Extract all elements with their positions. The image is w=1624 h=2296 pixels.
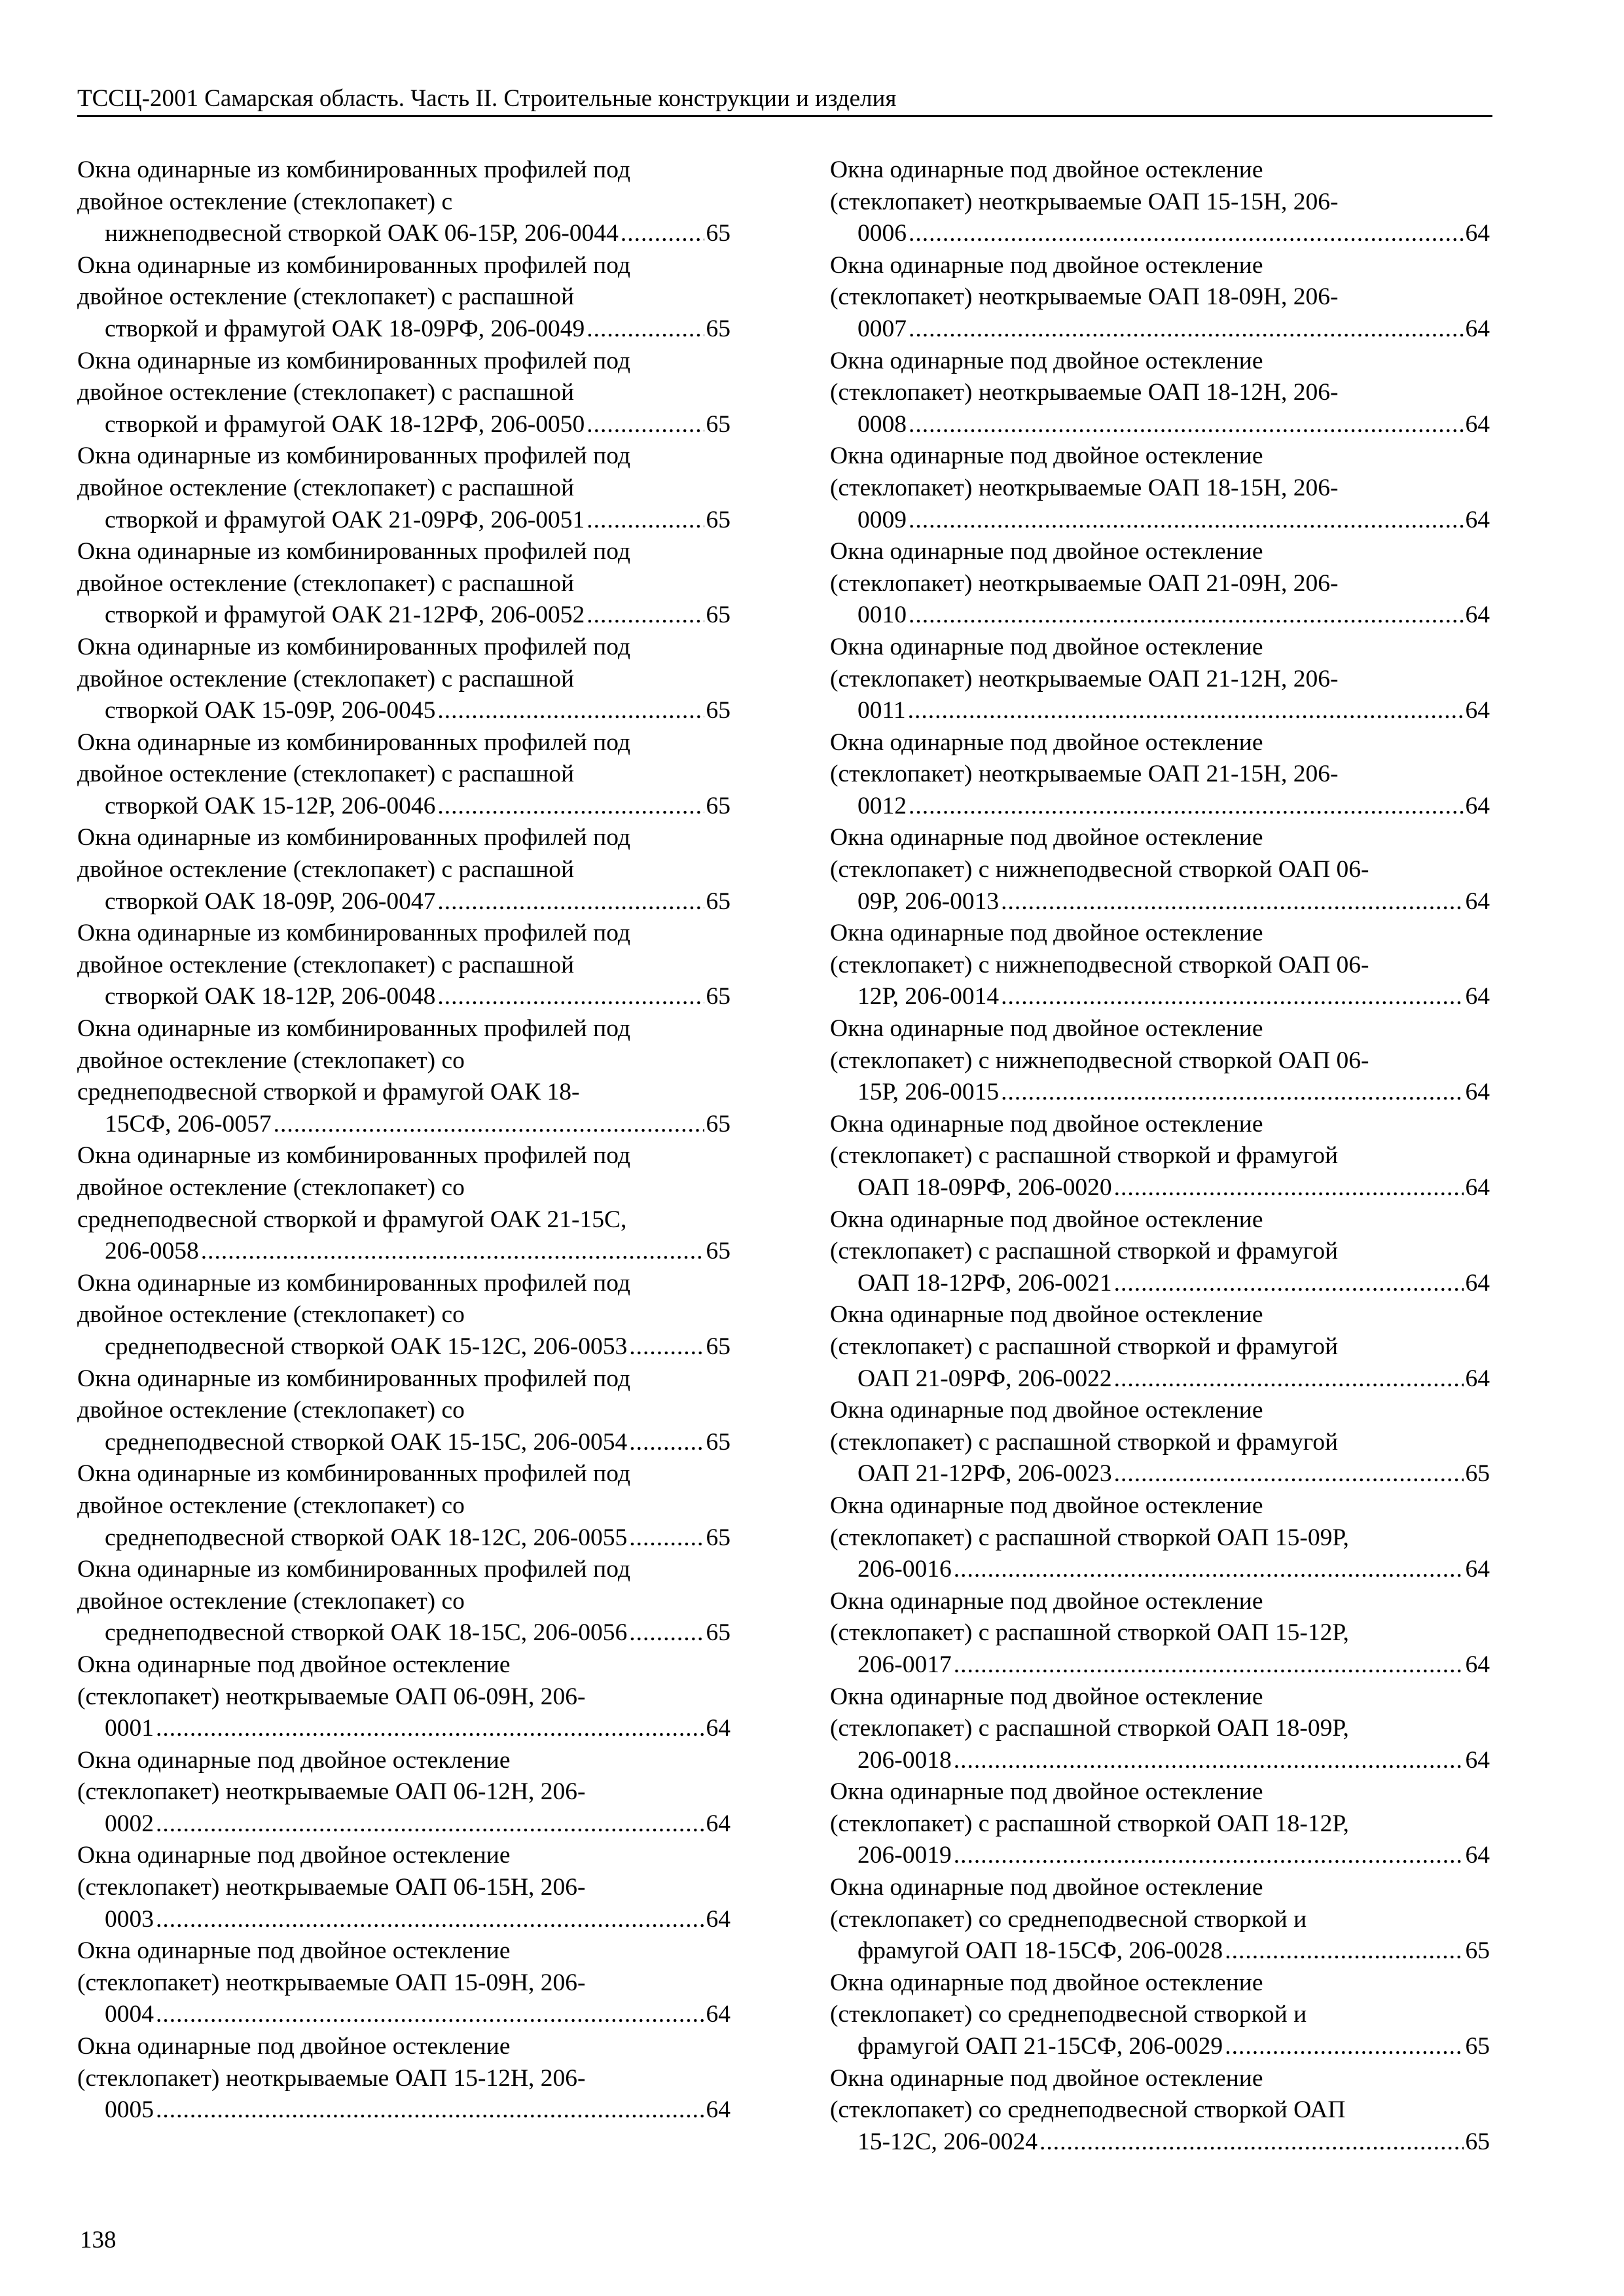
dot-leader bbox=[586, 600, 704, 632]
index-entry-line: Окна одинарные из комбинированных профилей под bbox=[77, 1269, 630, 1297]
index-entry-last-line bbox=[857, 1458, 1490, 1490]
index-entry-last-line bbox=[857, 2126, 1490, 2159]
index-entry-line: (стеклопакет) со среднеподвесной створкой и bbox=[830, 1905, 1307, 1933]
index-entry bbox=[830, 536, 1490, 632]
dot-leader bbox=[201, 1236, 704, 1268]
index-entry-last-line bbox=[857, 2031, 1490, 2063]
index-entry-last-line bbox=[857, 1649, 1490, 1681]
index-entry bbox=[830, 1490, 1490, 1586]
index-entry-line: Окна одинарные под двойное остекление bbox=[830, 1110, 1263, 1138]
index-entry-last-line bbox=[857, 1745, 1490, 1777]
index-entry-page: 64 bbox=[706, 1810, 731, 1837]
dot-leader bbox=[586, 314, 704, 346]
index-entry-line: Окна одинарные из комбинированных профилей под bbox=[77, 1142, 630, 1170]
dot-leader bbox=[954, 1649, 1464, 1681]
index-entry-page: 64 bbox=[706, 1905, 731, 1933]
index-entry-page: 65 bbox=[706, 1110, 731, 1138]
index-entry-text: 0007 bbox=[857, 315, 907, 342]
dot-leader bbox=[909, 218, 1464, 250]
index-entry-line: двойное остекление (стеклопакет) с распашной bbox=[77, 951, 575, 978]
index-entry-text: ОАП 18-12РФ, 206-0021 bbox=[857, 1269, 1112, 1297]
index-entry-last-line bbox=[105, 409, 731, 441]
dot-leader bbox=[586, 409, 704, 441]
index-entry-text: ОАП 18-09РФ, 206-0020 bbox=[857, 1174, 1112, 1201]
index-entry-text: 0003 bbox=[105, 1905, 154, 1933]
index-entry-text: среднеподвесной створкой ОАК 15-15С, 206-0054 bbox=[105, 1428, 628, 1456]
index-column-right bbox=[830, 154, 1490, 2158]
index-entry-last-line bbox=[857, 218, 1490, 250]
dot-leader bbox=[909, 314, 1464, 346]
index-entry-text: 206-0016 bbox=[857, 1556, 952, 1583]
index-entry-last-line bbox=[105, 981, 731, 1013]
index-entry-line: Окна одинарные под двойное остекление bbox=[77, 2033, 511, 2060]
index-column-left bbox=[77, 154, 731, 2126]
dot-leader bbox=[629, 1522, 704, 1554]
dot-leader bbox=[1114, 1268, 1464, 1300]
running-header bbox=[77, 84, 1492, 117]
index-entry-line: двойное остекление (стеклопакет) со bbox=[77, 1492, 465, 1519]
index-entry-last-line bbox=[105, 1617, 731, 1649]
index-entry-page: 64 bbox=[1465, 220, 1490, 247]
index-entry-page: 64 bbox=[706, 2001, 731, 2028]
index-entry-line: (стеклопакет) с распашной створкой ОАП 15-09Р, bbox=[830, 1524, 1349, 1551]
index-entry bbox=[77, 346, 731, 441]
index-entry-page: 64 bbox=[1465, 1269, 1490, 1297]
index-entry bbox=[830, 1299, 1490, 1395]
index-entry-line: Окна одинарные под двойное остекление bbox=[830, 1778, 1263, 1806]
index-entry-last-line bbox=[857, 1935, 1490, 1967]
index-entry-last-line bbox=[105, 314, 731, 346]
index-entry-text: створкой ОАК 15-12Р, 206-0046 bbox=[105, 792, 436, 819]
index-entry-line: Окна одинарные под двойное остекление bbox=[830, 1397, 1263, 1424]
index-entry-line: Окна одинарные под двойное остекление bbox=[77, 1937, 511, 1965]
index-entry-line: Окна одинарные под двойное остекление bbox=[830, 347, 1263, 374]
dot-leader bbox=[437, 791, 704, 823]
index-entry-page: 64 bbox=[1465, 601, 1490, 629]
index-entry-line: Окна одинарные под двойное остекление bbox=[830, 156, 1263, 183]
index-entry-page: 64 bbox=[1465, 1746, 1490, 1774]
dot-leader bbox=[629, 1331, 704, 1363]
index-entry-line: Окна одинарные под двойное остекление bbox=[830, 442, 1263, 470]
dot-leader bbox=[1225, 1935, 1463, 1967]
index-entry bbox=[830, 2063, 1490, 2159]
index-entry-text: 206-0058 bbox=[105, 1238, 199, 1265]
index-entry-page: 65 bbox=[706, 1524, 731, 1551]
index-entry-line: Окна одинарные под двойное остекление bbox=[830, 2064, 1263, 2092]
index-entry-last-line bbox=[105, 218, 731, 250]
index-entry bbox=[830, 918, 1490, 1013]
index-entry bbox=[830, 727, 1490, 823]
index-entry-last-line bbox=[857, 1554, 1490, 1586]
index-entry bbox=[830, 1586, 1490, 1681]
index-entry bbox=[830, 822, 1490, 918]
index-entry-last-line bbox=[857, 1268, 1490, 1300]
index-entry bbox=[77, 1013, 731, 1140]
index-entry-text: 206-0019 bbox=[857, 1842, 952, 1869]
index-entry-text: 206-0018 bbox=[857, 1746, 952, 1774]
index-entry-last-line bbox=[105, 505, 731, 537]
index-entry-line: (стеклопакет) с нижнеподвесной створкой ОАП 06- bbox=[830, 1047, 1369, 1074]
index-entry-line: Окна одинарные из комбинированных профилей под bbox=[77, 156, 630, 183]
dot-leader bbox=[437, 695, 704, 727]
index-entry-page: 64 bbox=[1465, 1365, 1490, 1392]
dot-leader bbox=[954, 1745, 1464, 1777]
index-entry-last-line bbox=[105, 695, 731, 727]
index-entry-last-line bbox=[105, 600, 731, 632]
index-entry-last-line bbox=[105, 1713, 731, 1745]
index-entry-text: 0012 bbox=[857, 792, 907, 819]
dot-leader bbox=[156, 1904, 704, 1936]
index-entry-line: двойное остекление (стеклопакет) с распашной bbox=[77, 856, 575, 884]
index-entry-line: Окна одинарные из комбинированных профилей под bbox=[77, 1556, 630, 1583]
index-entry-line: (стеклопакет) неоткрываемые ОАП 15-12Н, 206- bbox=[77, 2064, 586, 2092]
index-entry-line: (стеклопакет) с распашной створкой ОАП 18-09Р, bbox=[830, 1715, 1349, 1742]
index-entry-line: Окна одинарные под двойное остекление bbox=[830, 1587, 1263, 1615]
dot-leader bbox=[1114, 1458, 1464, 1490]
dot-leader bbox=[629, 1617, 704, 1649]
index-entry-text: 0001 bbox=[105, 1715, 154, 1742]
index-entry-line: (стеклопакет) с нижнеподвесной створкой ОАП 06- bbox=[830, 856, 1369, 884]
index-entry-line: (стеклопакет) неоткрываемые ОАП 15-09Н, 206- bbox=[77, 1969, 586, 1996]
index-entry bbox=[830, 1395, 1490, 1490]
index-entry-line: двойное остекление (стеклопакет) со bbox=[77, 1587, 465, 1615]
index-entry-line: двойное остекление (стеклопакет) с bbox=[77, 188, 453, 215]
index-entry-text: створкой и фрамугой ОАК 21-09РФ, 206-0051 bbox=[105, 506, 585, 533]
dot-leader bbox=[156, 1808, 704, 1840]
dot-leader bbox=[1225, 2031, 1463, 2063]
index-entry bbox=[77, 1554, 731, 1649]
index-entry bbox=[77, 1268, 731, 1363]
index-entry bbox=[77, 1745, 731, 1840]
index-entry-text: 15-12С, 206-0024 bbox=[857, 2128, 1038, 2155]
index-entry-line: Окна одинарные под двойное остекление bbox=[830, 1969, 1263, 1996]
index-entry-line: Окна одинарные под двойное остекление bbox=[830, 538, 1263, 565]
index-entry-line: двойное остекление (стеклопакет) с распашной bbox=[77, 379, 575, 406]
dot-leader bbox=[909, 505, 1464, 537]
index-entry-line: (стеклопакет) неоткрываемые ОАП 21-09Н, 206- bbox=[830, 569, 1339, 597]
index-entry-text: 15СФ, 206-0057 bbox=[105, 1110, 272, 1138]
index-entry-text: среднеподвесной створкой ОАК 15-12С, 206-0053 bbox=[105, 1333, 628, 1360]
index-entry-line: Окна одинарные из комбинированных профилей под bbox=[77, 347, 630, 374]
index-entry-last-line bbox=[857, 981, 1490, 1013]
index-entry-last-line bbox=[105, 1427, 731, 1459]
index-entry-line: Окна одинарные под двойное остекление bbox=[77, 1842, 511, 1869]
index-entry bbox=[830, 1109, 1490, 1204]
index-entry-page: 64 bbox=[1465, 1651, 1490, 1678]
dot-leader bbox=[909, 791, 1464, 823]
index-entry bbox=[77, 536, 731, 632]
index-entry-line: Окна одинарные под двойное остекление bbox=[830, 728, 1263, 756]
index-entry-text: створкой ОАК 15-09Р, 206-0045 bbox=[105, 697, 436, 725]
index-entry-text: створкой ОАК 18-12Р, 206-0048 bbox=[105, 983, 436, 1011]
index-entry-line: Окна одинарные из комбинированных профилей под bbox=[77, 633, 630, 660]
index-entry-line: Окна одинарные под двойное остекление bbox=[830, 633, 1263, 660]
index-entry-last-line bbox=[857, 1172, 1490, 1204]
index-entry-line: (стеклопакет) с распашной створкой и фрамугой bbox=[830, 1238, 1339, 1265]
index-entry-line: (стеклопакет) с нижнеподвесной створкой ОАП 06- bbox=[830, 951, 1369, 978]
index-entry-line: Окна одинарные из комбинированных профилей под bbox=[77, 1015, 630, 1043]
dot-leader bbox=[1001, 886, 1463, 918]
index-entry-page: 65 bbox=[706, 983, 731, 1011]
index-entry-text: 0006 bbox=[857, 220, 907, 247]
index-entry-line: (стеклопакет) с распашной створкой ОАП 15-12Р, bbox=[830, 1619, 1349, 1647]
index-entry-page: 65 bbox=[706, 410, 731, 438]
index-entry bbox=[77, 727, 731, 823]
index-entry-page: 64 bbox=[1465, 888, 1490, 915]
index-entry-last-line bbox=[857, 1363, 1490, 1395]
index-entry-page: 65 bbox=[706, 1238, 731, 1265]
index-entry-last-line bbox=[105, 1522, 731, 1554]
index-entry bbox=[77, 250, 731, 346]
index-entry-line: Окна одинарные под двойное остекление bbox=[830, 251, 1263, 279]
index-entry-last-line bbox=[105, 1331, 731, 1363]
index-entry-last-line bbox=[105, 791, 731, 823]
index-entry-last-line bbox=[105, 1808, 731, 1840]
index-entry bbox=[77, 918, 731, 1013]
dot-leader bbox=[909, 600, 1464, 632]
index-entry-text: 0002 bbox=[105, 1810, 154, 1837]
index-entry-page: 65 bbox=[706, 888, 731, 915]
index-entry-line: (стеклопакет) неоткрываемые ОАП 21-15Н, 206- bbox=[830, 761, 1339, 788]
index-entry-line: двойное остекление (стеклопакет) со bbox=[77, 1047, 465, 1074]
index-entry-line: Окна одинарные под двойное остекление bbox=[830, 920, 1263, 947]
index-entry-text: створкой и фрамугой ОАК 21-12РФ, 206-0052 bbox=[105, 601, 585, 629]
index-entry-page: 64 bbox=[1465, 1079, 1490, 1106]
index-entry-last-line bbox=[105, 1999, 731, 2031]
index-entry-last-line bbox=[105, 1109, 731, 1141]
index-entry bbox=[77, 822, 731, 918]
index-entry-last-line bbox=[857, 314, 1490, 346]
index-entry-text: створкой и фрамугой ОАК 18-09РФ, 206-0049 bbox=[105, 315, 585, 342]
dot-leader bbox=[1114, 1172, 1464, 1204]
index-entry-line: двойное остекление (стеклопакет) с распашной bbox=[77, 761, 575, 788]
index-entry-text: среднеподвесной створкой ОАК 18-12С, 206-0055 bbox=[105, 1524, 628, 1551]
dot-leader bbox=[437, 981, 704, 1013]
index-entry-text: фрамугой ОАП 18-15СФ, 206-0028 bbox=[857, 1937, 1223, 1965]
index-entry-last-line bbox=[857, 1077, 1490, 1109]
index-entry-line: (стеклопакет) неоткрываемые ОАП 21-12Н, 206- bbox=[830, 665, 1339, 692]
index-entry-line: двойное остекление (стеклопакет) с распашной bbox=[77, 665, 575, 692]
index-entry-line: Окна одинарные под двойное остекление bbox=[830, 824, 1263, 852]
index-entry-line: Окна одинарные из комбинированных профилей под bbox=[77, 251, 630, 279]
dot-leader bbox=[156, 2094, 704, 2126]
index-entry bbox=[830, 154, 1490, 250]
index-entry-page: 64 bbox=[1465, 506, 1490, 533]
index-entry bbox=[830, 440, 1490, 536]
index-entry-line: (стеклопакет) неоткрываемые ОАП 06-12Н, 206- bbox=[77, 1778, 586, 1806]
index-entry-line: Окна одинарные из комбинированных профилей под bbox=[77, 538, 630, 565]
index-entry bbox=[77, 1140, 731, 1267]
index-entry-page: 65 bbox=[706, 1333, 731, 1360]
dot-leader bbox=[629, 1427, 704, 1459]
index-entry bbox=[77, 632, 731, 727]
dot-leader bbox=[586, 505, 704, 537]
index-entry-text: створкой и фрамугой ОАК 18-12РФ, 206-0050 bbox=[105, 410, 585, 438]
index-entry-page: 65 bbox=[1465, 1937, 1490, 1965]
index-entry-text: створкой ОАК 18-09Р, 206-0047 bbox=[105, 888, 436, 915]
dot-leader bbox=[954, 1554, 1464, 1586]
index-entry-page: 65 bbox=[1465, 1460, 1490, 1488]
index-entry-text: 0005 bbox=[105, 2096, 154, 2124]
index-entry-page: 65 bbox=[706, 697, 731, 725]
index-entry-line: (стеклопакет) с распашной створкой и фрамугой bbox=[830, 1142, 1339, 1170]
index-entry-page: 64 bbox=[1465, 697, 1490, 725]
index-entry-text: 0010 bbox=[857, 601, 907, 629]
index-entry-line: (стеклопакет) с распашной створкой и фрамугой bbox=[830, 1428, 1339, 1456]
index-entry-page: 64 bbox=[1465, 1842, 1490, 1869]
index-entry-last-line bbox=[857, 886, 1490, 918]
dot-leader bbox=[156, 1713, 704, 1745]
index-entry-line: Окна одинарные под двойное остекление bbox=[830, 1301, 1263, 1329]
index-entry-line: двойное остекление (стеклопакет) с распашной bbox=[77, 283, 575, 311]
index-entry-page: 64 bbox=[1465, 792, 1490, 819]
index-entry-last-line bbox=[857, 1840, 1490, 1872]
index-entry-last-line bbox=[105, 1236, 731, 1268]
index-entry-text: 0011 bbox=[857, 697, 906, 725]
dot-leader bbox=[621, 218, 704, 250]
index-entry-line: Окна одинарные из комбинированных профилей под bbox=[77, 728, 630, 756]
index-entry-last-line bbox=[105, 2094, 731, 2126]
index-entry-last-line bbox=[857, 600, 1490, 632]
index-entry-text: 12Р, 206-0014 bbox=[857, 983, 1000, 1011]
index-entry-text: нижнеподвесной створкой ОАК 06-15Р, 206-0044 bbox=[105, 220, 619, 247]
index-entry bbox=[830, 1872, 1490, 1967]
index-entry-line: (стеклопакет) неоткрываемые ОАП 06-09Н, 206- bbox=[77, 1683, 586, 1710]
index-entry-line: двойное остекление (стеклопакет) с распашной bbox=[77, 474, 575, 501]
index-entry-page: 65 bbox=[1465, 2033, 1490, 2060]
index-entry-line: Окна одинарные под двойное остекление bbox=[830, 1015, 1263, 1043]
running-header-title: ТССЦ-2001 Самарская область. Часть II. Строительные конструкции и изделия bbox=[77, 85, 897, 112]
index-entry-line: Окна одинарные из комбинированных профилей под bbox=[77, 442, 630, 470]
index-entry-last-line bbox=[105, 1904, 731, 1936]
dot-leader bbox=[156, 1999, 704, 2031]
index-entry-page: 64 bbox=[1465, 1556, 1490, 1583]
index-entry bbox=[77, 1649, 731, 1745]
index-entry-line: (стеклопакет) с распашной створкой ОАП 18-12Р, bbox=[830, 1810, 1349, 1837]
index-entry-last-line bbox=[105, 886, 731, 918]
index-entry-line: (стеклопакет) с распашной створкой и фрамугой bbox=[830, 1333, 1339, 1360]
index-entry-line: Окна одинарные под двойное остекление bbox=[830, 1206, 1263, 1233]
index-entry-last-line bbox=[857, 409, 1490, 441]
index-entry-page: 65 bbox=[706, 315, 731, 342]
index-entry-line: Окна одинарные из комбинированных профилей под bbox=[77, 824, 630, 852]
index-entry-line: (стеклопакет) со среднеподвесной створкой и bbox=[830, 2001, 1307, 2028]
dot-leader bbox=[437, 886, 704, 918]
dot-leader bbox=[1039, 2126, 1464, 2159]
index-entry-line: Окна одинарные под двойное остекление bbox=[77, 1651, 511, 1678]
index-entry bbox=[830, 1967, 1490, 2063]
dot-leader bbox=[908, 695, 1464, 727]
index-entry bbox=[830, 1681, 1490, 1777]
index-entry bbox=[830, 1776, 1490, 1872]
index-entry-text: 0008 bbox=[857, 410, 907, 438]
dot-leader bbox=[1001, 981, 1463, 1013]
index-entry-line: двойное остекление (стеклопакет) с распашной bbox=[77, 569, 575, 597]
index-entry-text: 0004 bbox=[105, 2001, 154, 2028]
page-number: 138 bbox=[80, 2227, 117, 2253]
index-entry-line: Окна одинарные из комбинированных профилей под bbox=[77, 920, 630, 947]
index-entry-line: двойное остекление (стеклопакет) со bbox=[77, 1301, 465, 1329]
index-entry-page: 64 bbox=[1465, 315, 1490, 342]
index-entry-text: ОАП 21-09РФ, 206-0022 bbox=[857, 1365, 1112, 1392]
index-entry-line: (стеклопакет) со среднеподвесной створкой ОАП bbox=[830, 2096, 1346, 2124]
index-entry-line: (стеклопакет) неоткрываемые ОАП 15-15Н, 206- bbox=[830, 188, 1339, 215]
index-entry-text: ОАП 21-12РФ, 206-0023 bbox=[857, 1460, 1112, 1488]
index-entry-last-line bbox=[857, 791, 1490, 823]
index-entry-page: 64 bbox=[706, 2096, 731, 2124]
dot-leader bbox=[909, 409, 1464, 441]
index-entry-line: среднеподвесной створкой и фрамугой ОАК 21-15С, bbox=[77, 1206, 627, 1233]
index-entry-last-line bbox=[857, 505, 1490, 537]
index-entry-line: (стеклопакет) неоткрываемые ОАП 06-15Н, 206- bbox=[77, 1874, 586, 1901]
index-entry bbox=[77, 1458, 731, 1554]
index-entry bbox=[77, 1363, 731, 1459]
index-entry-line: двойное остекление (стеклопакет) со bbox=[77, 1174, 465, 1201]
index-entry bbox=[77, 1840, 731, 1935]
index-entry bbox=[77, 154, 731, 250]
index-entry-line: (стеклопакет) неоткрываемые ОАП 18-12Н, 206- bbox=[830, 379, 1339, 406]
dot-leader bbox=[274, 1109, 704, 1141]
index-entry-last-line bbox=[857, 695, 1490, 727]
index-entry-line: Окна одинарные под двойное остекление bbox=[77, 1746, 511, 1774]
index-entry bbox=[830, 1204, 1490, 1300]
index-entry-text: среднеподвесной створкой ОАК 18-15С, 206-0056 bbox=[105, 1619, 628, 1647]
index-entry-page: 65 bbox=[706, 220, 731, 247]
index-entry-line: Окна одинарные из комбинированных профилей под bbox=[77, 1460, 630, 1488]
index-entry-line: (стеклопакет) неоткрываемые ОАП 18-15Н, 206- bbox=[830, 474, 1339, 501]
index-entry bbox=[830, 346, 1490, 441]
index-entry-page: 64 bbox=[1465, 983, 1490, 1011]
index-entry-line: Окна одинарные из комбинированных профилей под bbox=[77, 1365, 630, 1392]
index-entry-line: Окна одинарные под двойное остекление bbox=[830, 1874, 1263, 1901]
index-entry bbox=[77, 2031, 731, 2126]
index-entry-page: 65 bbox=[706, 1428, 731, 1456]
index-entry-text: 09Р, 206-0013 bbox=[857, 888, 1000, 915]
index-entry bbox=[830, 632, 1490, 727]
index-entry-page: 64 bbox=[706, 1715, 731, 1742]
index-entry-page: 64 bbox=[1465, 1174, 1490, 1201]
index-entry-text: фрамугой ОАП 21-15СФ, 206-0029 bbox=[857, 2033, 1223, 2060]
index-entry-page: 65 bbox=[706, 506, 731, 533]
index-entry-line: среднеподвесной створкой и фрамугой ОАК 18- bbox=[77, 1079, 580, 1106]
index-entry-text: 15Р, 206-0015 bbox=[857, 1079, 1000, 1106]
index-entry bbox=[77, 1935, 731, 2031]
dot-leader bbox=[954, 1840, 1464, 1872]
index-entry bbox=[830, 1013, 1490, 1109]
index-entry-line: Окна одинарные под двойное остекление bbox=[830, 1492, 1263, 1519]
index-entry-page: 65 bbox=[706, 601, 731, 629]
index-entry-line: Окна одинарные под двойное остекление bbox=[830, 1683, 1263, 1710]
index-entry-line: двойное остекление (стеклопакет) со bbox=[77, 1397, 465, 1424]
index-entry-page: 64 bbox=[1465, 410, 1490, 438]
index-entry-page: 65 bbox=[706, 1619, 731, 1647]
index-entry-page: 65 bbox=[706, 792, 731, 819]
index-entry-page: 65 bbox=[1465, 2128, 1490, 2155]
index-entry-text: 206-0017 bbox=[857, 1651, 952, 1678]
dot-leader bbox=[1001, 1077, 1463, 1109]
index-entry bbox=[77, 440, 731, 536]
index-entry bbox=[830, 250, 1490, 346]
dot-leader bbox=[1114, 1363, 1464, 1395]
index-entry-text: 0009 bbox=[857, 506, 907, 533]
index-entry-line: (стеклопакет) неоткрываемые ОАП 18-09Н, 206- bbox=[830, 283, 1339, 311]
